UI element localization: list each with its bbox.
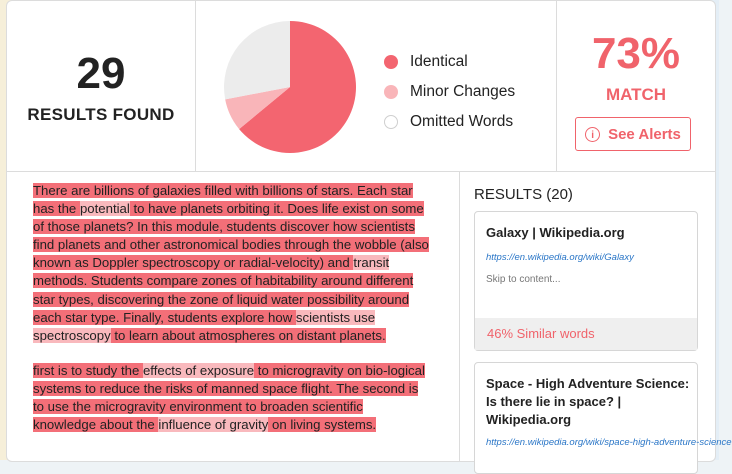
legend-dot-minor-changes [384,85,398,99]
legend-label-omitted-words: Omitted Words [410,113,514,130]
minor-change-highlight: influence of gravity [158,417,269,433]
breakdown-panel [196,1,557,171]
match-panel [557,1,715,171]
minor-change-highlight: effects of exposure [142,362,255,378]
minor-change-highlight: scientists use spectroscopy [33,309,376,343]
result-url[interactable]: https://en.wikipedia.org/wiki/space-high-adventure-science [486,437,732,448]
document-paragraph [33,362,429,434]
identical-highlight: methods. Students compare zones of habitability around different star types, discovering the zone of liquid water possibility around each star type. Finally, students explore how [33,273,414,325]
document-paragraph [33,182,429,345]
results-count-panel [7,1,196,171]
legend-item-omitted-words [384,107,515,137]
plagiarism-report-card [6,0,732,462]
result-snippet: Skip to content... [486,274,561,285]
identical-highlight: to microgravity on bio-logical systems to reduce the risks of manned space flight. The second is to use the microgravity environment to broaden scientific knowledge about the [33,362,425,433]
results-title: RESULTS (20) [474,186,573,203]
similarity-pie-chart [224,21,356,153]
legend-label-identical: Identical [410,53,468,70]
info-icon: i [585,127,600,142]
chart-legend [384,47,515,137]
result-url[interactable]: https://en.wikipedia.org/wiki/Galaxy [486,252,634,263]
result-card[interactable] [474,211,698,351]
document-text [33,182,429,451]
match-label: MATCH [605,85,667,104]
legend-label-minor-changes: Minor Changes [410,83,516,100]
identical-highlight: first is to study the [33,362,143,378]
identical-highlight: to have planets orbiting it. Does life exist on some of those planets? In this module, students discover how scientists find planets and other astronomical bodies through the wobble (also known as Doppler spectroscopy or radial-velocity) and [33,201,429,271]
legend-item-minor-changes [384,77,515,107]
legend-dot-identical [384,55,398,69]
summary-header [7,1,715,172]
match-percent: 73% [591,29,681,78]
results-count-label: RESULTS FOUND [27,105,175,124]
legend-dot-omitted-words [384,115,398,129]
legend-item-identical [384,47,515,77]
identical-highlight: There are billions of galaxies filled with billions of stars. Each star has the [33,183,413,217]
results-panel [460,172,732,461]
document-panel[interactable] [7,172,460,461]
result-card[interactable] [474,362,732,474]
identical-highlight: on living systems. [268,417,377,433]
result-title[interactable]: Space - High Adventure Science: Is there lie in space? | Wikipedia.org [486,376,690,427]
minor-change-highlight: potential [79,201,130,217]
result-similarity-bar [475,318,697,350]
result-similarity: 46% Similar words [487,326,595,341]
minor-change-highlight: transit [353,255,390,271]
result-title[interactable]: Galaxy | Wikipedia.org [486,225,625,240]
pie-slice-omitted-words [224,21,290,99]
see-alerts-button[interactable] [575,117,691,151]
results-count: 29 [76,49,126,98]
see-alerts-label: See Alerts [608,125,681,143]
identical-highlight: to learn about atmospheres on distant planets. [110,327,386,343]
